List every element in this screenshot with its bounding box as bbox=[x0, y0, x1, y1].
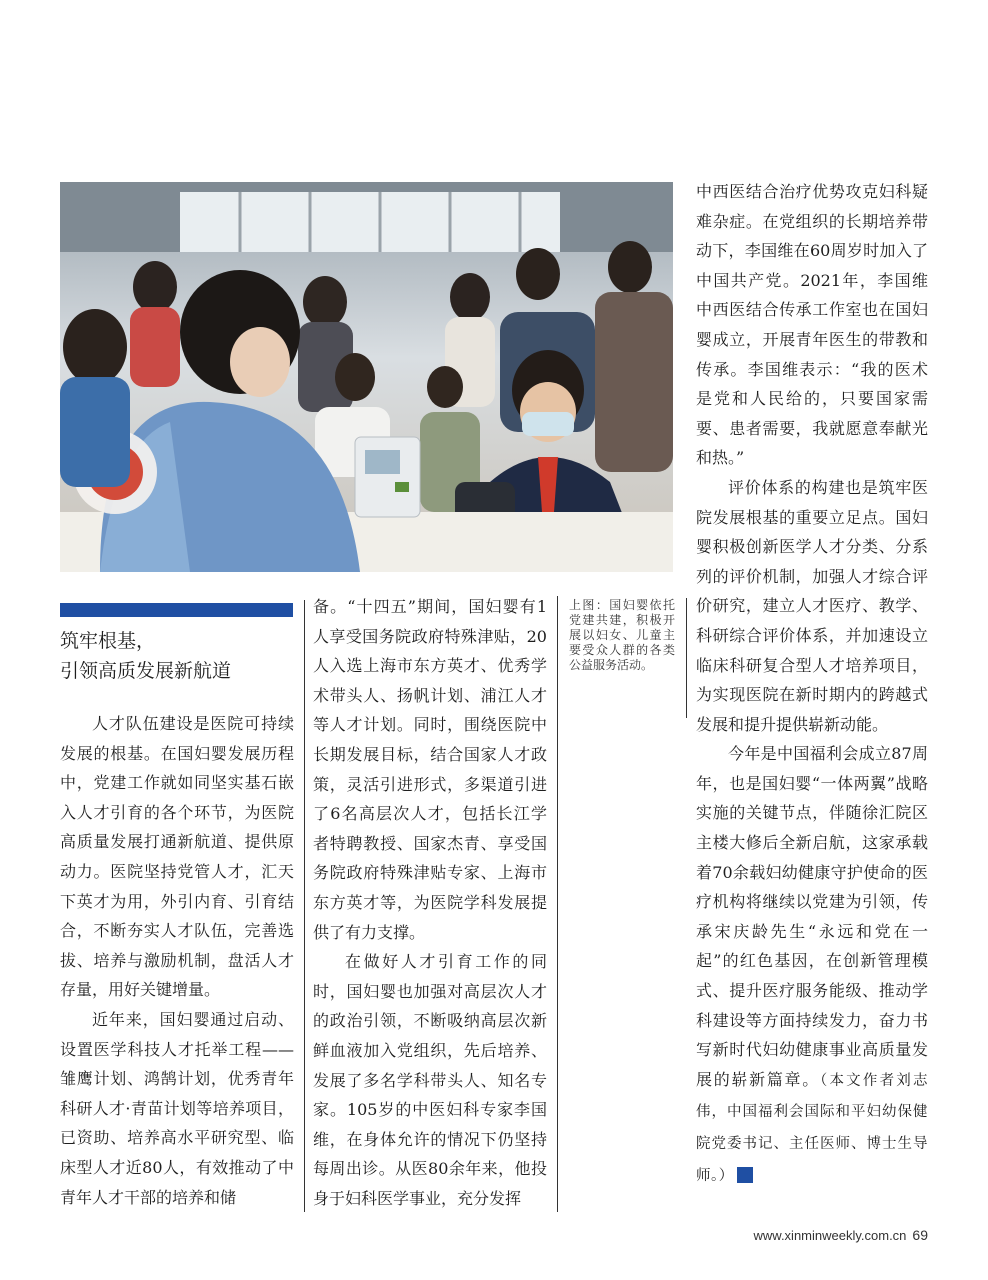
article-column-3 bbox=[696, 177, 928, 1191]
section-title-line-1: 筑牢根基， bbox=[60, 630, 156, 652]
section-header-bar bbox=[60, 603, 293, 617]
article-column-1 bbox=[60, 709, 294, 1212]
column-rule bbox=[557, 596, 558, 1212]
section-title bbox=[60, 626, 300, 686]
paragraph: 中西医结合治疗优势攻克妇科疑难杂症。在党组织的长期培养带动下，李国维在60周岁时加入了中国共产党。2021年，李国维中西医结合传承工作室也在国妇婴成立，开展青年医生的带教和传承。李国维表示：“我的医术是党和人民给的，只要国家需要、患者需要，我就愿意奉献光和热。” bbox=[696, 182, 928, 468]
photo-caption: 上图：国妇婴依托党建共建，积极开展以妇女、儿童主要受众人群的各类公益服务活动。 bbox=[569, 598, 675, 672]
paragraph: 近年来，国妇婴通过启动、设置医学科技人才托举工程——雏鹰计划、鸿鹄计划，优秀青年科研人才·青苗计划等培养项目，已资助、培养高水平研究型、临床型人才近80人，有效推动了中青年人才干部的培养和储 bbox=[60, 1009, 294, 1207]
paragraph: 在做好人才引育工作的同时，国妇婴也加强对高层次人才的政治引领，不断吸纳高层次新鲜血液加入党组织，先后培养、发展了多名学科带头人、知名专家。105岁的中医妇科专家李国维，在身体允许的情况下仍坚持每周出诊。从医80余年来，他投身于妇科医学事业，充分发挥 bbox=[313, 952, 547, 1208]
caption-rule bbox=[686, 598, 687, 718]
paragraph: 备。“十四五”期间，国妇婴有1人享受国务院政府特殊津贴，20人入选上海市东方英才、优秀学术带头人、扬帆计划、浦江人才等人才计划。同时，围绕医院中长期发展目标，结合国家人才政策，灵活引进形式，多渠道引进了6名高层次人才，包括长江学者特聘教授、国家杰青、享受国务院政府特殊津贴专家、上海市东方英才等，为医院学科发展提供了有力支撑。 bbox=[313, 597, 547, 942]
page-number: 69 bbox=[912, 1227, 928, 1243]
paragraph-text: 今年是中国福利会成立87周年，也是国妇婴“一体两翼”战略实施的关键节点，伴随徐汇院区主楼大修后全新启航，这家承载着70余载妇幼健康守护使命的医疗机构将继续以党建为引领，传承宋庆龄先生“永远和党在一起”的红色基因，在创新管理模式、提升医疗服务能级、推动学科建设等方面持续发力，奋力书写新时代妇幼健康事业高质量发展的崭新篇章。 bbox=[696, 744, 928, 1089]
paragraph-last bbox=[696, 739, 928, 1191]
page-footer bbox=[754, 1227, 929, 1243]
end-mark-icon: 民 bbox=[737, 1167, 753, 1183]
photo-health-service bbox=[60, 182, 673, 572]
paragraph: 人才队伍建设是医院可持续发展的根基。在国妇婴发展历程中，党建工作就如同坚实基石嵌入人才引育的各个环节，为医院高质量发展打通新航道、提供原动力。医院坚持党管人才，汇天下英才为用，外引内育、引育结合，不断夯实人才队伍，完善选拔、培养与激励机制，盘活人才存量，用好关键增量。 bbox=[60, 714, 294, 1000]
column-rule bbox=[304, 600, 305, 1212]
footer-url: www.xinminweekly.com.cn bbox=[753, 1228, 907, 1243]
section-title-line-2: 引领高质发展新航道 bbox=[60, 660, 232, 682]
article-column-2 bbox=[313, 592, 547, 1213]
paragraph: 评价体系的构建也是筑牢医院发展根基的重要立足点。国妇婴积极创新医学人才分类、分系列的评价机制，加强人才综合评价研究，建立人才医疗、教学、科研综合评价体系，并加速设立临床科研复合型人才培养项目，为实现医院在新时期内的跨越式发展和提升提供崭新动能。 bbox=[696, 477, 928, 734]
author-byline: （本文作者刘志伟，中国福利会国际和平妇幼保健院党委书记、主任医师、博士生导师。） bbox=[696, 1072, 928, 1184]
